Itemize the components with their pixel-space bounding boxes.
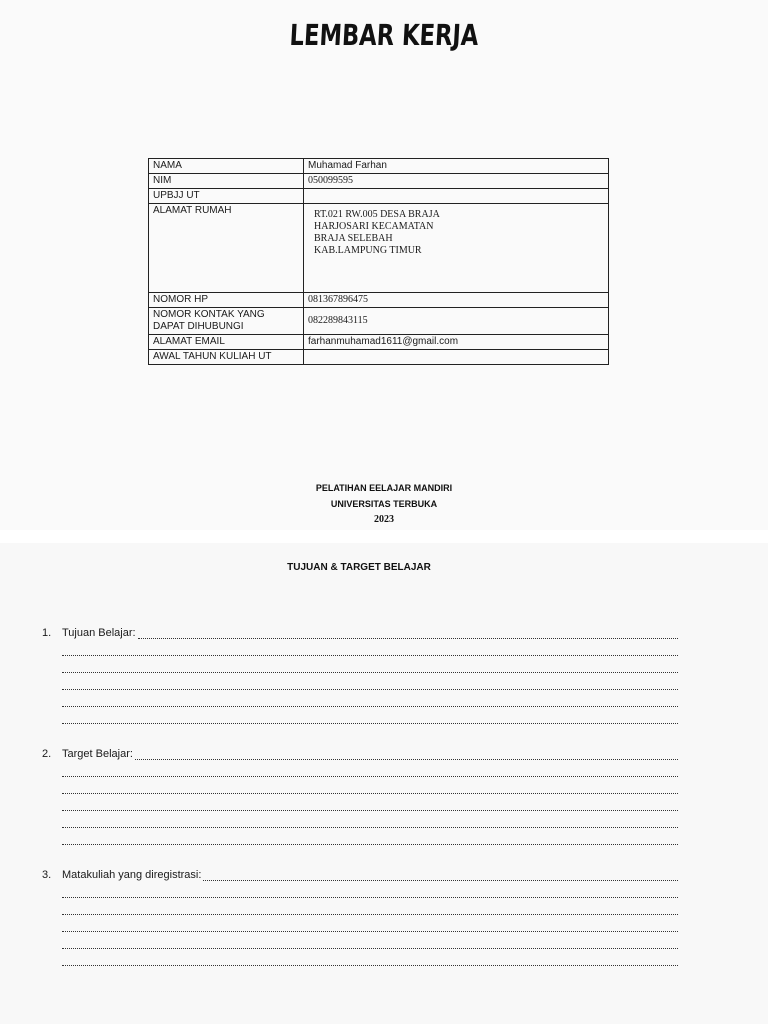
dotted-line[interactable] — [62, 690, 678, 707]
biodata-label: ALAMAT RUMAH — [149, 204, 304, 293]
biodata-value — [304, 189, 609, 204]
item-label: Tujuan Belajar: — [62, 627, 136, 639]
footer-program: PELATIHAN EELAJAR MANDIRI — [315, 483, 453, 493]
biodata-label: NIM — [149, 174, 304, 189]
document-footer — [0, 480, 768, 528]
biodata-label: AWAL TAHUN KULIAH UT — [149, 350, 304, 365]
dotted-line[interactable] — [62, 656, 678, 673]
list-item-matakuliah — [42, 867, 678, 966]
dotted-line[interactable] — [62, 673, 678, 690]
dotted-line[interactable] — [62, 707, 678, 724]
footer-university: UNIVERSITAS TERBUKA — [330, 499, 438, 509]
biodata-row-alamat-email — [149, 335, 609, 350]
list-item-tujuan-belajar — [42, 625, 678, 724]
biodata-row-alamat-rumah — [149, 204, 609, 293]
dotted-line[interactable] — [135, 749, 678, 760]
item-number: 2. — [42, 748, 52, 760]
biodata-label: NOMOR KONTAK YANG DAPAT DIHUBUNGI — [149, 308, 304, 335]
item-number: 1. — [42, 627, 52, 639]
biodata-value: Muhamad Farhan — [304, 159, 609, 174]
biodata-value: 050099595 — [304, 174, 609, 189]
dotted-line[interactable] — [203, 870, 678, 881]
biodata-value — [304, 350, 609, 365]
biodata-label: NOMOR HP — [149, 293, 304, 308]
biodata-label: UPBJJ UT — [149, 189, 304, 204]
dotted-line[interactable] — [62, 932, 678, 949]
biodata-row-upbjj — [149, 189, 609, 204]
dotted-line[interactable] — [138, 628, 678, 639]
dotted-line[interactable] — [62, 777, 678, 794]
footer-year: 2023 — [374, 514, 394, 525]
dotted-line[interactable] — [62, 915, 678, 932]
biodata-value: 081367896475 — [304, 293, 609, 308]
dotted-line[interactable] — [62, 881, 678, 898]
biodata-value: farhanmuhamad1611@gmail.com — [304, 335, 609, 350]
biodata-row-nomor-hp — [149, 293, 609, 308]
section-title: TUJUAN & TARGET BELAJAR — [287, 562, 431, 573]
biodata-row-awal-tahun — [149, 350, 609, 365]
biodata-label: ALAMAT EMAIL — [149, 335, 304, 350]
dotted-line[interactable] — [62, 898, 678, 915]
item-number: 3. — [42, 869, 52, 881]
dotted-line[interactable] — [62, 811, 678, 828]
biodata-value: 082289843115 — [304, 308, 609, 335]
dotted-line[interactable] — [62, 639, 678, 656]
biodata-row-nomor-kontak — [149, 308, 609, 335]
document-title: LEMBAR KERJA — [288, 18, 480, 52]
item-label: Matakuliah yang diregistrasi: — [62, 869, 202, 881]
sheet-divider — [0, 530, 768, 543]
dotted-line[interactable] — [62, 794, 678, 811]
biodata-row-nim — [149, 174, 609, 189]
biodata-label: NAMA — [149, 159, 304, 174]
item-label: Target Belajar: — [62, 748, 133, 760]
dotted-line[interactable] — [62, 949, 678, 966]
list-item-target-belajar — [42, 746, 678, 845]
biodata-value: RT.021 RW.005 DESA BRAJA HARJOSARI KECAMATAN BRAJA SELEBAH KAB.LAMPUNG TIMUR — [304, 204, 609, 293]
dotted-line[interactable] — [62, 760, 678, 777]
dotted-line[interactable] — [62, 828, 678, 845]
biodata-table — [148, 158, 609, 365]
biodata-row-nama — [149, 159, 609, 174]
